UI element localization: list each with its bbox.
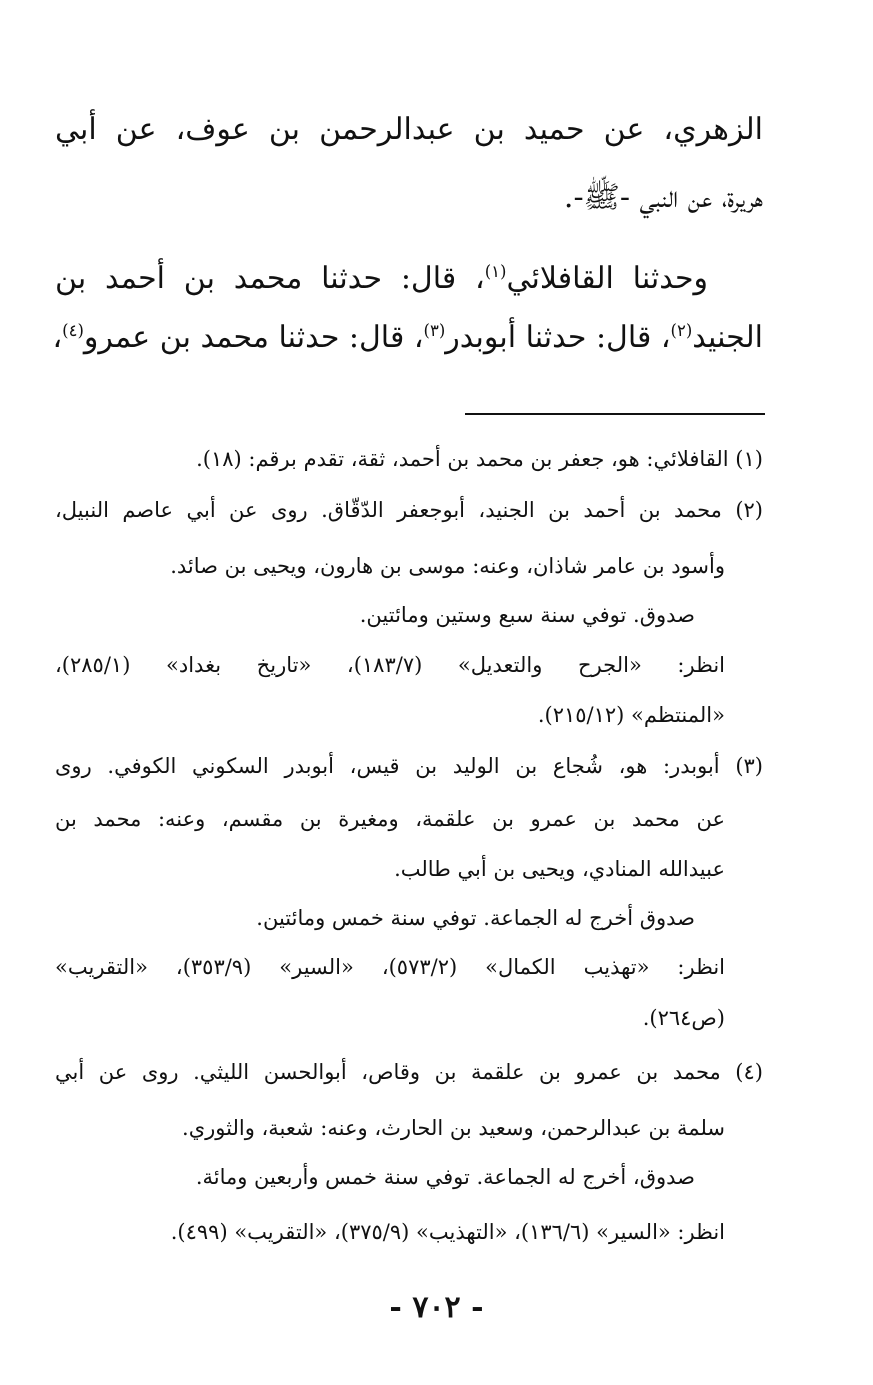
footnote-ref[interactable]: (٢) bbox=[670, 321, 693, 340]
footnote-line: (٢) محمد بن أحمد بن الجنيد، أبوجعفر الدّقّاق. روى عن أبي عاصم النبيل، bbox=[55, 498, 763, 522]
footnote-line: انظر: «تهذيب الكمال» (٥٧٣/٢)، «السير» (٣٥٣/٩)، «التقريب» bbox=[55, 955, 726, 979]
footnote-separator bbox=[465, 413, 765, 415]
footnote-line: (٤) محمد بن عمرو بن علقمة بن وقاص، أبوالحسن الليثي. روى عن أبي bbox=[55, 1060, 763, 1084]
footnote-ref[interactable]: (١) bbox=[484, 262, 507, 281]
footnote-line: وأسود بن عامر شاذان، وعنه: موسى بن هارون، ويحيى بن صائد. bbox=[170, 554, 725, 578]
main-text-line: الزهري، عن حميد بن عبدالرحمن بن عوف، عن أبي bbox=[55, 112, 763, 147]
footnote-line: «المنتظم» (٢١٥/١٢). bbox=[537, 703, 725, 727]
main-text-line: هريرة، عن النبي -ﷺ-. bbox=[563, 180, 763, 215]
footnote-line: سلمة بن عبدالرحمن، وسعيد بن الحارث، وعنه: شعبة، والثوري. bbox=[182, 1116, 725, 1140]
page-number: - ٧٠٢ - bbox=[389, 1290, 484, 1325]
footnote-line: (١) القافلائي: هو، جعفر بن محمد بن أحمد، ثقة، تقدم برقم: (١٨). bbox=[196, 447, 763, 471]
footnote-line: صدوق أخرج له الجماعة. توفي سنة خمس ومائتين. bbox=[256, 906, 695, 930]
footnote-line: عن محمد بن عمرو بن علقمة، ومغيرة بن مقسم، وعنه: محمد بن bbox=[55, 807, 725, 831]
footnote-line: صدوق. توفي سنة سبع وستين ومائتين. bbox=[359, 603, 695, 627]
footnote-ref[interactable]: (٣) bbox=[423, 321, 446, 340]
footnote-ref[interactable]: (٤) bbox=[62, 321, 84, 340]
footnote-line: انظر: «السير» (١٣٦/٦)، «التهذيب» (٣٧٥/٩)، «التقريب» (٤٩٩). bbox=[170, 1220, 725, 1244]
main-text-line: الجنيد$^{(٢)}$، قال: حدثنا أبوبدر$^{(٣)}$، قال: حدثنا محمد بن عمرو$^{(٤)}$، bbox=[52, 320, 763, 355]
footnote-line: انظر: «الجرح والتعديل» (١٨٣/٧)، «تاريخ بغداد» (٢٨٥/١)، bbox=[55, 653, 725, 677]
footnote-line: (٣) أبوبدر: هو، شُجاع بن الوليد بن قيس، أبوبدر السكوني الكوفي. روى bbox=[55, 754, 763, 778]
footnote-line: صدوق، أخرج له الجماعة. توفي سنة خمس وأربعين ومائة. bbox=[195, 1165, 695, 1189]
main-text-line: وحدثنا القافلائي$^{(١)}$، قال: حدثنا محمد بن أحمد بن bbox=[55, 261, 709, 296]
footnote-line: عبيدالله المنادي، ويحيى بن أبي طالب. bbox=[394, 857, 725, 881]
footnote-line: (ص٢٦٤). bbox=[642, 1006, 725, 1030]
